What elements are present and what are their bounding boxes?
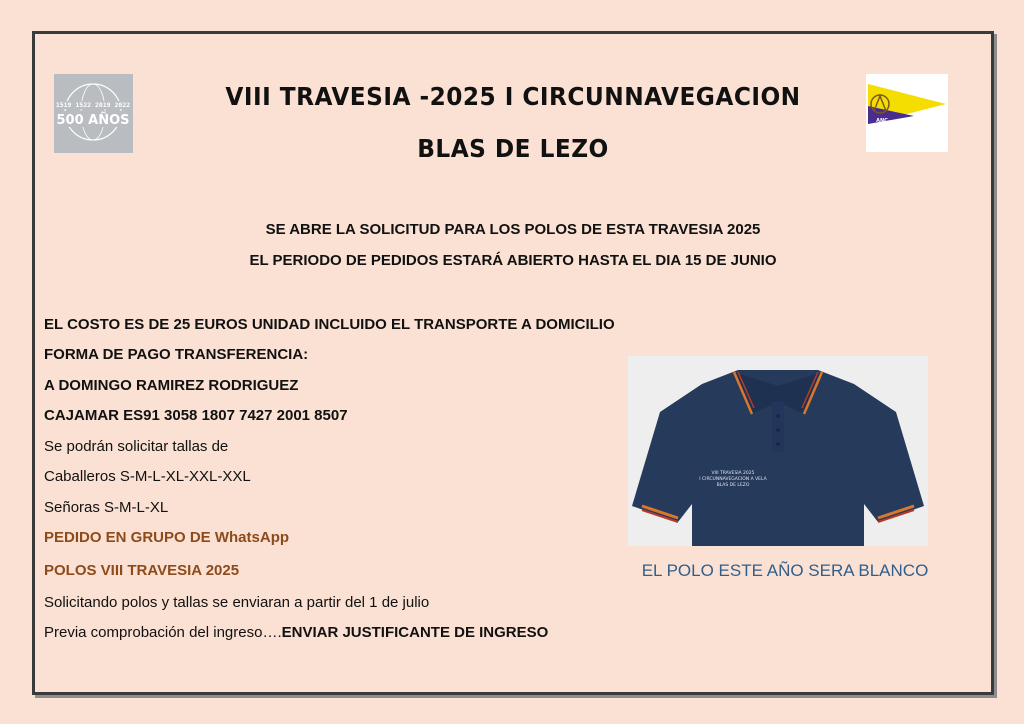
verification-emphasis: ENVIAR JUSTIFICANTE DE INGRESO [281,624,549,641]
whatsapp-group-name: POLOS VIII TRAVESIA 2025 [44,562,240,579]
order-channel-text: PEDIDO EN GRUPO DE WhatsApp [44,529,290,546]
anc-pennant-logo [866,74,948,152]
polo-shirt-icon [628,356,928,546]
flyer-frame [32,31,994,695]
sizes-women-text: Señoras S-M-L-XL [44,499,169,516]
announcement-line-1: SE ABRE LA SOLICITUD PARA LOS POLOS DE ESTA TRAVESIA 2025 [265,221,761,238]
payee-text: A DOMINGO RAMIREZ RODRIGUEZ [44,377,299,394]
pennant-label: ANC [876,118,888,124]
sizes-men-text: Caballeros S-M-L-XL-XXL-XXL [44,468,251,485]
cost-text: EL COSTO ES DE 25 EUROS UNIDAD INCLUIDO EL TRANSPORTE A DOMICILIO [44,316,615,333]
verification-text [44,624,548,641]
polo-caption: EL POLO ESTE AÑO SERA BLANCO [641,561,929,580]
pennant-flag-icon [866,74,948,152]
logo-years: 1519 1522 2019 2022 [55,101,131,109]
sizes-intro-text: Se podrán solicitar tallas de [44,438,229,455]
page-title: VIII TRAVESIA -2025 I CIRCUNNAVEGACION [225,82,801,111]
page-subtitle: BLAS DE LEZO [417,134,609,163]
embroidery-line-1: VIII TRAVESIA 2025 [711,471,755,476]
payment-method-text: FORMA DE PAGO TRANSFERENCIA: [44,346,309,363]
verification-prefix: Previa comprobación del ingreso…. [44,624,282,641]
bank-account-text: CAJAMAR ES91 3058 1807 7427 2001 8507 [44,407,348,424]
polo-shirt-image [628,356,928,546]
announcement-line-2: EL PERIODO DE PEDIDOS ESTARÁ ABIERTO HASTA EL DIA 15 DE JUNIO [249,252,777,269]
logo-label: 500 AÑOS [56,113,130,128]
embroidery-line-2: I CIRCUNNAVEGACION A VELA [699,477,767,482]
shipping-date-text: Solicitando polos y tallas se enviaran a partir del 1 de julio [44,594,430,611]
embroidery-line-3: BLAS DE LEZO [716,483,750,488]
